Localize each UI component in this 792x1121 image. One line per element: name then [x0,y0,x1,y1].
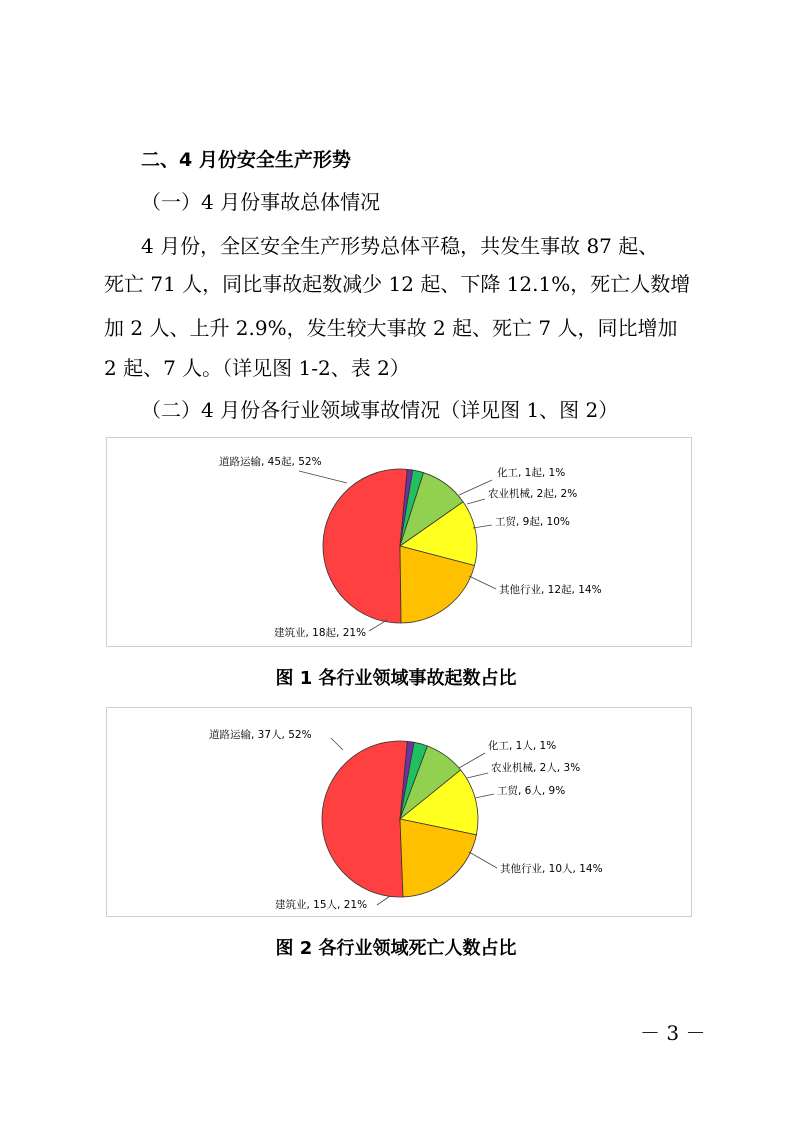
leader-line-1-4 [473,525,492,528]
data-label-2-5: 其他行业, 10人, 14% [500,863,603,875]
subsection-heading-2: （二）4 月份各行业领域事故情况（详见图 1、图 2） [141,398,619,422]
paragraph-line-4: 2 起、7 人。（详见图 1-2、表 2） [104,356,410,380]
data-label-1-3: 农业机械, 2起, 2% [488,488,578,500]
pie-chart-deaths [106,707,692,917]
data-label-2-4: 工贸, 6人, 9% [497,785,566,797]
figure-caption-2: 图 2 各行业领域死亡人数占比 [275,938,517,959]
pie-chart-accidents-svg [107,438,691,646]
leader-line-2-6 [377,896,390,905]
leader-line-2-3 [467,773,488,778]
leader-line-2-5 [469,852,497,868]
leader-line-2-4 [475,794,494,798]
data-label-1-6: 建筑业, 18起, 21% [274,627,367,639]
leader-line-1-5 [469,576,496,589]
data-label-1-4: 工贸, 9起, 10% [495,516,570,528]
pie-chart-deaths-svg [107,708,691,916]
paragraph-line-1: 4 月份，全区安全生产形势总体平稳，共发生事故 87 起、 [141,234,659,258]
leader-line-1-6 [369,620,387,631]
data-label-1-1: 道路运输, 45起, 52% [219,456,322,468]
leader-line-2-2 [459,753,485,768]
data-label-2-3: 农业机械, 2人, 3% [491,762,581,774]
paragraph-line-3: 加 2 人、上升 2.9%，发生较大事故 2 起、死亡 7 人，同比增加 [104,316,678,340]
leader-line-1-1 [299,471,347,483]
data-label-1-5: 其他行业, 12起, 14% [499,584,602,596]
paragraph-line-2: 死亡 71 人，同比事故起数减少 12 起、下降 12.1%，死亡人数增 [104,272,691,296]
page-number: － 3 － [640,1021,706,1045]
figure-caption-1: 图 1 各行业领域事故起数占比 [275,668,517,689]
data-label-2-6: 建筑业, 15人, 21% [275,899,368,911]
section-heading: 二、4 月份安全生产形势 [141,149,351,171]
pie-slice-1-1 [323,469,407,623]
leader-line-2-1 [331,738,343,750]
pie-chart-accidents [106,437,692,647]
pie-slice-2-1 [322,741,407,897]
data-label-2-2: 化工, 1人, 1% [488,740,557,752]
data-label-1-2: 化工, 1起, 1% [497,467,566,479]
leader-line-1-3 [467,499,485,504]
subsection-heading-1: （一）4 月份事故总体情况 [141,190,381,214]
data-label-2-1: 道路运输, 37人, 52% [209,729,312,741]
